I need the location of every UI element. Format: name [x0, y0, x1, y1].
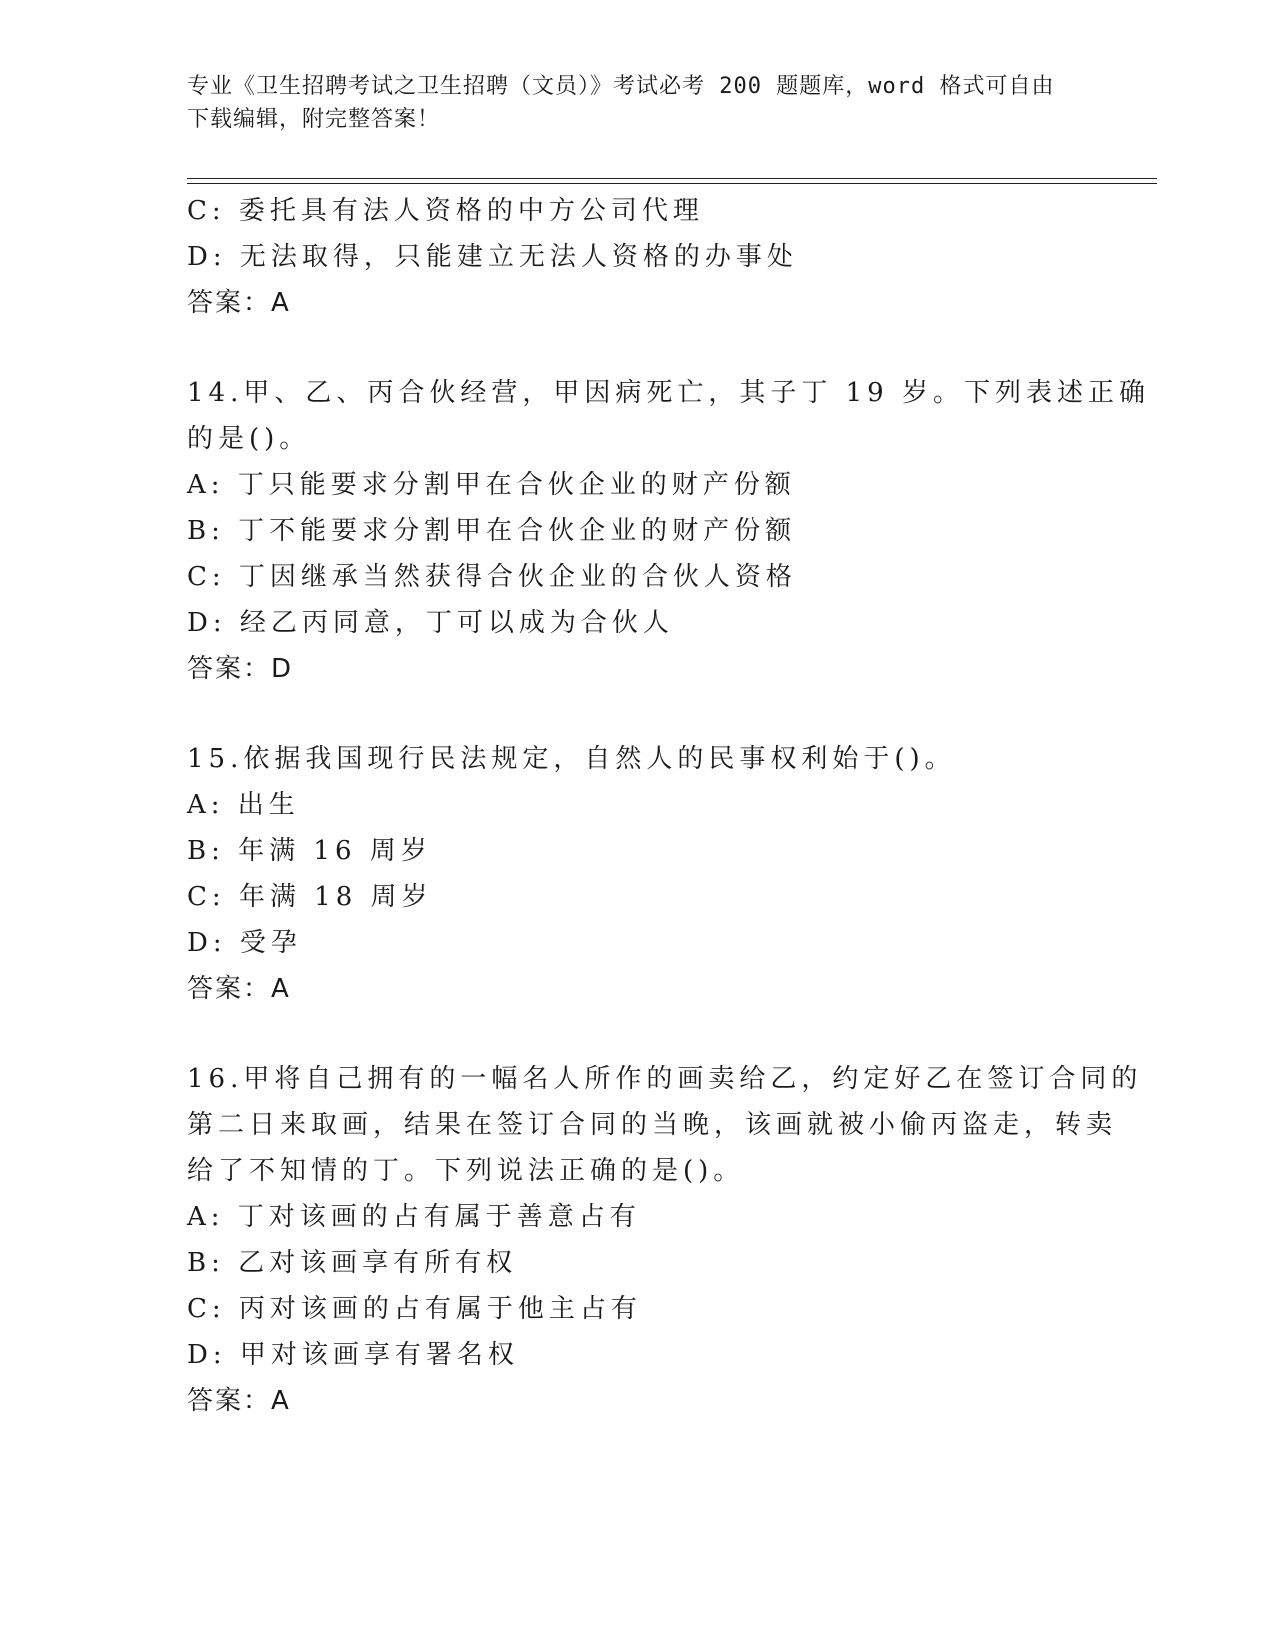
header-divider-bottom — [187, 183, 1157, 184]
question-stem-continued: 给了不知情的丁。下列说法正确的是()。 — [187, 1156, 745, 1186]
option-a: A: 丁只能要求分割甲在合伙企业的财产份额 — [187, 470, 796, 500]
answer-line: 答案：A — [187, 288, 291, 318]
question-15 — [187, 736, 1087, 1012]
question-stem-continued: 第二日来取画，结果在签订合同的当晚，该画就被小偷丙盗走，转卖 — [187, 1110, 1118, 1140]
option-c: C: 年满 18 周岁 — [187, 882, 433, 912]
document-header: 专业《卫生招聘考试之卫生招聘（文员）》考试必考 200 题题库，word 格式可自由下载编辑，附完整答案！ — [187, 74, 1055, 132]
header-divider-top — [187, 178, 1157, 179]
option-c: C: 委托具有法人资格的中方公司代理 — [187, 196, 704, 226]
option-d: D: 经乙丙同意，丁可以成为合伙人 — [187, 608, 674, 638]
option-d: D: 无法取得，只能建立无法人资格的办事处 — [187, 242, 798, 272]
option-b: B: 年满 16 周岁 — [187, 836, 432, 866]
question-stem: 16.甲将自己拥有的一幅名人所作的画卖给乙，约定好乙在签订合同的 — [187, 1064, 1143, 1094]
option-d: D: 甲对该画享有署名权 — [187, 1340, 519, 1370]
answer-line: 答案：A — [187, 1386, 291, 1416]
prev-question-block — [187, 188, 1087, 326]
option-c: C: 丁因继承当然获得合伙企业的合伙人资格 — [187, 562, 797, 592]
question-stem: 15.依据我国现行民法规定，自然人的民事权利始于()。 — [187, 744, 956, 774]
option-c: C: 丙对该画的占有属于他主占有 — [187, 1294, 642, 1324]
option-a: A: 丁对该画的占有属于善意占有 — [187, 1202, 641, 1232]
option-d: D: 受孕 — [187, 928, 302, 958]
spacer — [187, 326, 1087, 370]
question-stem: 14.甲、乙、丙合伙经营，甲因病死亡，其子丁 19 岁。下列表述正确 — [187, 378, 1150, 408]
option-b: B: 乙对该画享有所有权 — [187, 1248, 518, 1278]
spacer — [187, 1012, 1087, 1056]
question-stem-continued: 的是()。 — [187, 424, 311, 454]
question-content — [187, 188, 1150, 1424]
question-14 — [187, 370, 1150, 692]
option-b: B: 丁不能要求分割甲在合伙企业的财产份额 — [187, 516, 797, 546]
spacer — [187, 692, 1087, 736]
answer-line: 答案：D — [187, 654, 294, 684]
option-a: A: 出生 — [187, 790, 300, 820]
answer-line: 答案：A — [187, 974, 291, 1004]
question-16 — [187, 1056, 1143, 1424]
